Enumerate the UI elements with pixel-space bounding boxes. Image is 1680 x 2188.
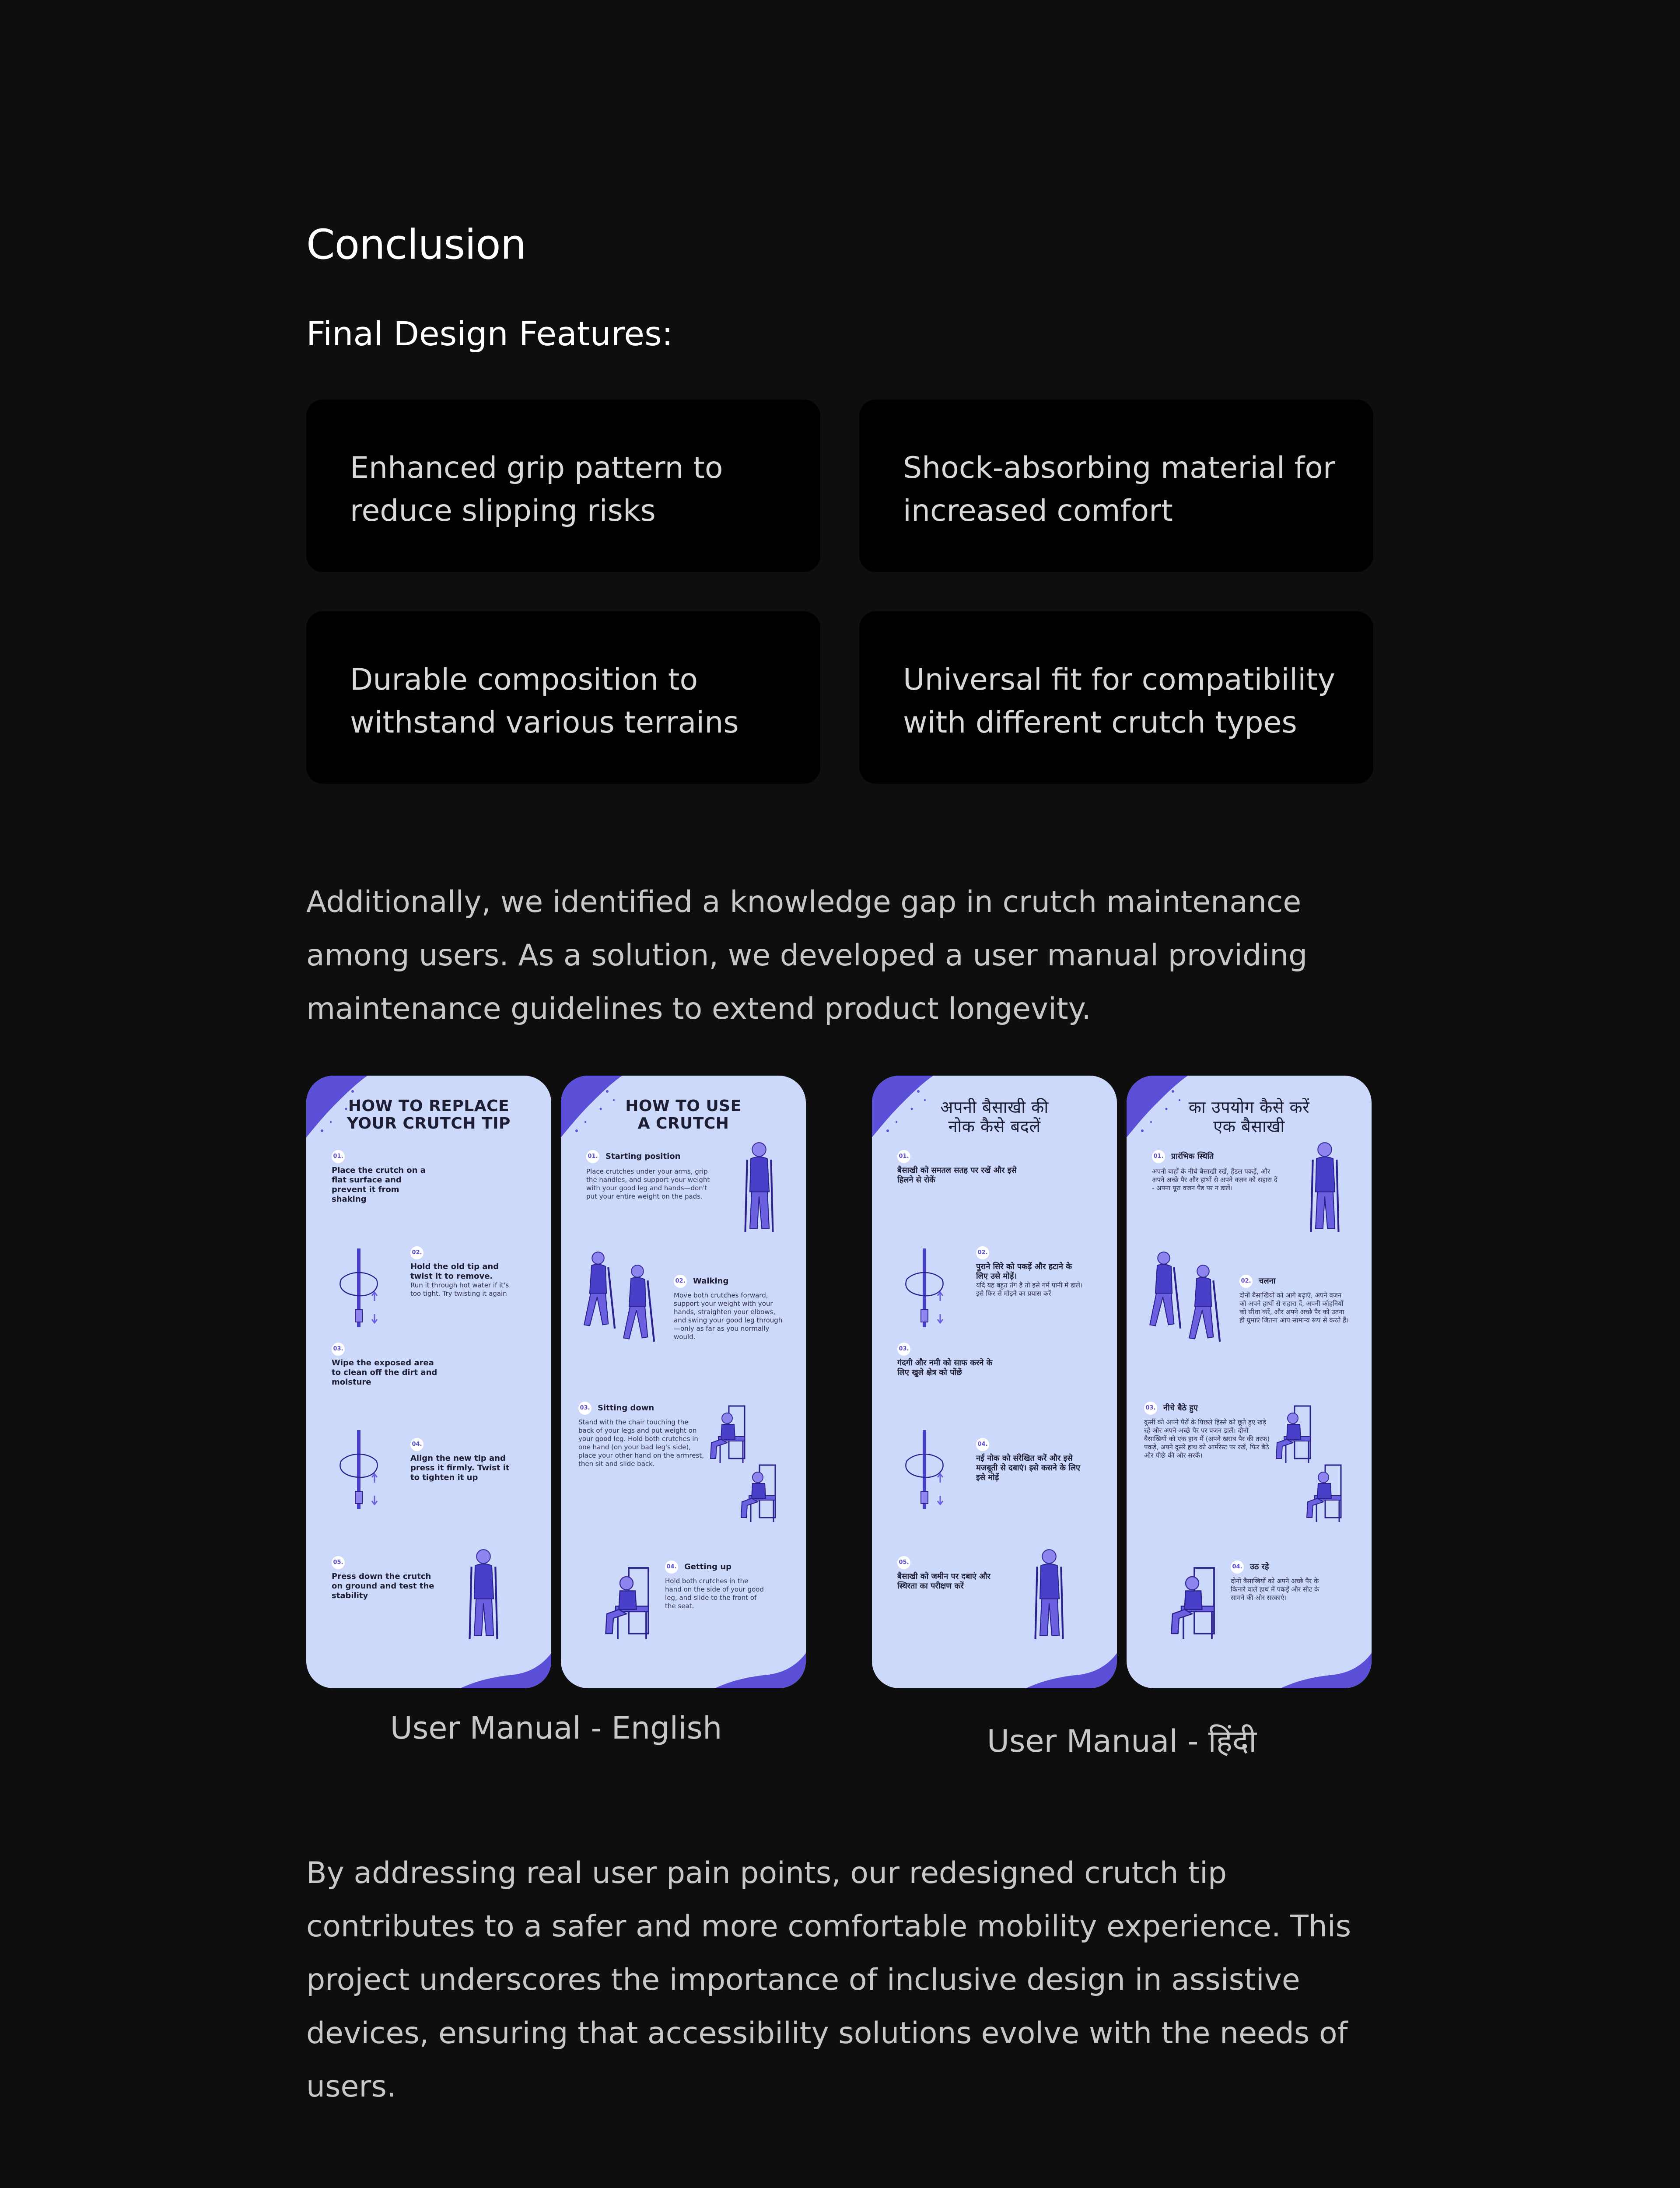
feature-text: Enhanced grip pattern to reduce slipping risks: [350, 451, 723, 528]
corner-decoration: [1277, 1651, 1372, 1688]
step-title: Place the crutch on a flat surface and prevent it from shaking: [332, 1166, 426, 1204]
person-walking-illustration: [1183, 1264, 1223, 1343]
step-number: 02.: [1239, 1275, 1253, 1288]
step-title: उठ रहे: [1250, 1562, 1269, 1571]
manual-step: [332, 1343, 445, 1387]
manual-step: [1239, 1275, 1349, 1325]
feature-card-durable: [306, 611, 820, 784]
step-title: Getting up: [684, 1562, 732, 1571]
step-title: Press down the crutch on ground and test the stability: [332, 1572, 434, 1600]
step-body: Stand with the chair touching the back of your legs and put weight on your good leg. Hold both crutches in one hand (on your bad leg's side), place your other hand on the armrest, then sit and slide back.: [578, 1418, 704, 1468]
knowledge-gap-paragraph: Additionally, we identified a knowledge gap in crutch maintenance among users. As a solution, we developed a user manual providing maintenance guidelines to extend product longevity.: [306, 885, 1308, 1026]
person-walking-illustration: [618, 1264, 657, 1343]
manual-step: [1144, 1402, 1271, 1460]
manual-step: [976, 1246, 1085, 1298]
step-body: दोनों बैसाखियों को अपने अच्छे पैर के किनारे वाले हाथ में पकड़ें और सीट के सामने की ओर सरकाएं।: [1231, 1577, 1320, 1602]
person-standing-illustration: [1029, 1548, 1069, 1640]
manual-step: [665, 1560, 766, 1610]
step-number: 04.: [410, 1438, 424, 1451]
hand-align-illustration: [332, 1430, 389, 1513]
step-title: प्रारंभिक स्थिति: [1171, 1152, 1214, 1161]
feature-card-universal: [859, 611, 1373, 784]
step-title: Walking: [693, 1276, 729, 1286]
step-number: 01.: [897, 1150, 910, 1163]
manual-page-use-hindi: [1127, 1076, 1372, 1688]
corner-decoration: [711, 1651, 806, 1688]
step-title: Hold the old tip and twist it to remove.: [410, 1262, 499, 1281]
person-sitting-illustration: [736, 1456, 780, 1526]
manual-step: [1231, 1560, 1331, 1602]
step-title: Starting position: [606, 1152, 681, 1161]
person-getting-up-illustration: [592, 1557, 662, 1645]
step-number: 01.: [332, 1150, 345, 1163]
feature-text: Universal fit for compatibility with different crutch types: [903, 663, 1335, 740]
step-number: 02.: [410, 1246, 424, 1259]
step-number: 03.: [578, 1402, 592, 1415]
person-walking-illustration: [578, 1251, 618, 1329]
step-title: Wipe the exposed area to clean off the dirt and moisture: [332, 1358, 438, 1387]
hand-twist-illustration: [898, 1248, 955, 1332]
person-standing-illustration: [464, 1548, 503, 1640]
step-title: बैसाखी को समतल सतह पर रखें और इसे हिलने से रोकें: [897, 1166, 1017, 1185]
step-number: 04.: [665, 1560, 678, 1574]
step-number: 01.: [1152, 1150, 1165, 1163]
person-getting-up-illustration: [1157, 1557, 1227, 1645]
corner-decoration: [1022, 1651, 1117, 1688]
step-number: 03.: [897, 1343, 910, 1356]
manual-title: HOW TO REPLACE YOUR CRUTCH TIP: [347, 1097, 511, 1133]
corner-decoration: [457, 1651, 551, 1688]
person-walking-illustration: [1144, 1251, 1183, 1329]
manual-step: [410, 1438, 520, 1483]
step-title: Sitting down: [598, 1403, 654, 1413]
person-standing-illustration: [1305, 1141, 1344, 1233]
conclusion-paragraph: By addressing real user pain points, our redesigned crutch tip contributes to a safer and more comfortable mobility experience. This project underscores the importance of inclusive design in assistive devices, ensuring that accessibility solutions evolve with the needs of users.: [306, 1856, 1351, 2104]
manual-title: का उपयोग कैसे करें एक बैसाखी: [1188, 1098, 1310, 1136]
manual-step: [586, 1150, 713, 1201]
step-body: कुर्सी को अपने पैरों के पिछले हिस्से को छूते हुए खड़े रहें और अपने अच्छे पैर पर वजन डालें। दोनों बैसाखियों को एक हाथ में (अपने खराब पैर की तरफ) पकड़ें, अपने दूसरे हाथ को आर्मरेस्ट पर रखें, फिर बैठें और पीछे की ओर सरकें।: [1144, 1418, 1270, 1459]
step-title: गंदगी और नमी को साफ करने के लिए खुले क्षेत्र को पोंछें: [897, 1358, 993, 1377]
manual-step: [897, 1556, 994, 1591]
step-number: 02.: [674, 1275, 687, 1288]
features-heading: Final Design Features:: [306, 314, 673, 353]
step-body: दोनों बैसाखियों को आगे बढ़ाएं, अपने वजन को अपने हाथों से सहारा दें, अपनी कोहनियों को सीधा करें, और अपने अच्छे पैर को उतना ही घुमाएं जितना आप सामान्य रूप से करते हैं।: [1239, 1291, 1349, 1324]
step-number: 02.: [976, 1246, 989, 1259]
person-sitting-illustration: [1302, 1456, 1345, 1526]
hand-twist-illustration: [332, 1248, 389, 1332]
manual-step: [332, 1150, 437, 1204]
manual-step: [897, 1150, 1029, 1185]
manual-title: अपनी बैसाखी की नोक कैसे बदलें: [940, 1098, 1049, 1136]
manual-step: [897, 1343, 1007, 1378]
manual-step: [1152, 1150, 1279, 1192]
step-number: 04.: [976, 1438, 989, 1451]
step-title: चलना: [1259, 1276, 1276, 1286]
step-number: 01.: [586, 1150, 599, 1163]
manual-step: [976, 1438, 1085, 1483]
manual-page-replace-hindi: [872, 1076, 1117, 1688]
feature-text: Durable composition to withstand various terrains: [350, 663, 739, 740]
person-standing-illustration: [739, 1141, 779, 1233]
feature-card-grip: [306, 400, 820, 572]
feature-text: Shock-absorbing material for increased comfort: [903, 451, 1335, 528]
step-title: नई नोक को संरेखित करें और इसे मजबूती से दबाएं। इसे कसने के लिए इसे मोड़ें: [976, 1454, 1080, 1482]
manual-title: HOW TO USE A CRUTCH: [625, 1097, 742, 1133]
caption-english-manual: User Manual - English: [390, 1710, 722, 1746]
step-title: Align the new tip and press it firmly. Twist it to tighten it up: [410, 1454, 510, 1482]
caption-hindi-manual: User Manual - हिंदी: [987, 1723, 1257, 1759]
manual-page-replace-english: [306, 1076, 551, 1688]
step-body: यदि यह बहुत तंग है तो इसे गर्म पानी में डालें। इसे फिर से मोड़ने का प्रयास करें: [976, 1281, 1083, 1297]
step-body: Move both crutches forward, support your weight with your hands, straighten your elbows, and swing your good leg through—only as far as you normally would.: [674, 1291, 783, 1341]
step-number: 03.: [332, 1343, 345, 1356]
manual-step: [410, 1246, 520, 1298]
step-number: 05.: [897, 1556, 910, 1569]
manual-page-use-english: [561, 1076, 806, 1688]
manual-step: [578, 1402, 705, 1468]
feature-card-shock: [859, 400, 1373, 572]
step-title: बैसाखी को जमीन पर दबाएं और स्थिरता का परीक्षण करें: [897, 1572, 990, 1591]
hand-align-illustration: [898, 1430, 955, 1513]
step-number: 05.: [332, 1556, 345, 1569]
manual-step: [332, 1556, 437, 1601]
step-body: Place crutches under your arms, grip the handles, and support your weight with your good leg and hands—don't put your entire weight on the pads.: [586, 1168, 710, 1200]
step-title: पुराने सिरे को पकड़ें और हटाने के लिए उसे मोड़ें।: [976, 1262, 1072, 1281]
manual-step: [674, 1275, 783, 1341]
section-title: Conclusion: [306, 221, 526, 269]
step-body: Run it through hot water if it's too tight. Try twisting it again: [410, 1281, 509, 1297]
step-number: 04.: [1231, 1560, 1244, 1574]
step-body: अपनी बाहों के नीचे बैसाखी रखें, हैंडल पकड़ें, और अपने अच्छे पैर और हाथों से अपने वजन को सहारा दें - अपना पूरा वजन पैड पर न डालें।: [1152, 1168, 1278, 1192]
step-body: Hold both crutches in the hand on the side of your good leg, and slide to the front of the seat.: [665, 1577, 764, 1610]
step-title: नीचे बैठे हुए: [1163, 1403, 1198, 1413]
step-number: 03.: [1144, 1402, 1157, 1415]
